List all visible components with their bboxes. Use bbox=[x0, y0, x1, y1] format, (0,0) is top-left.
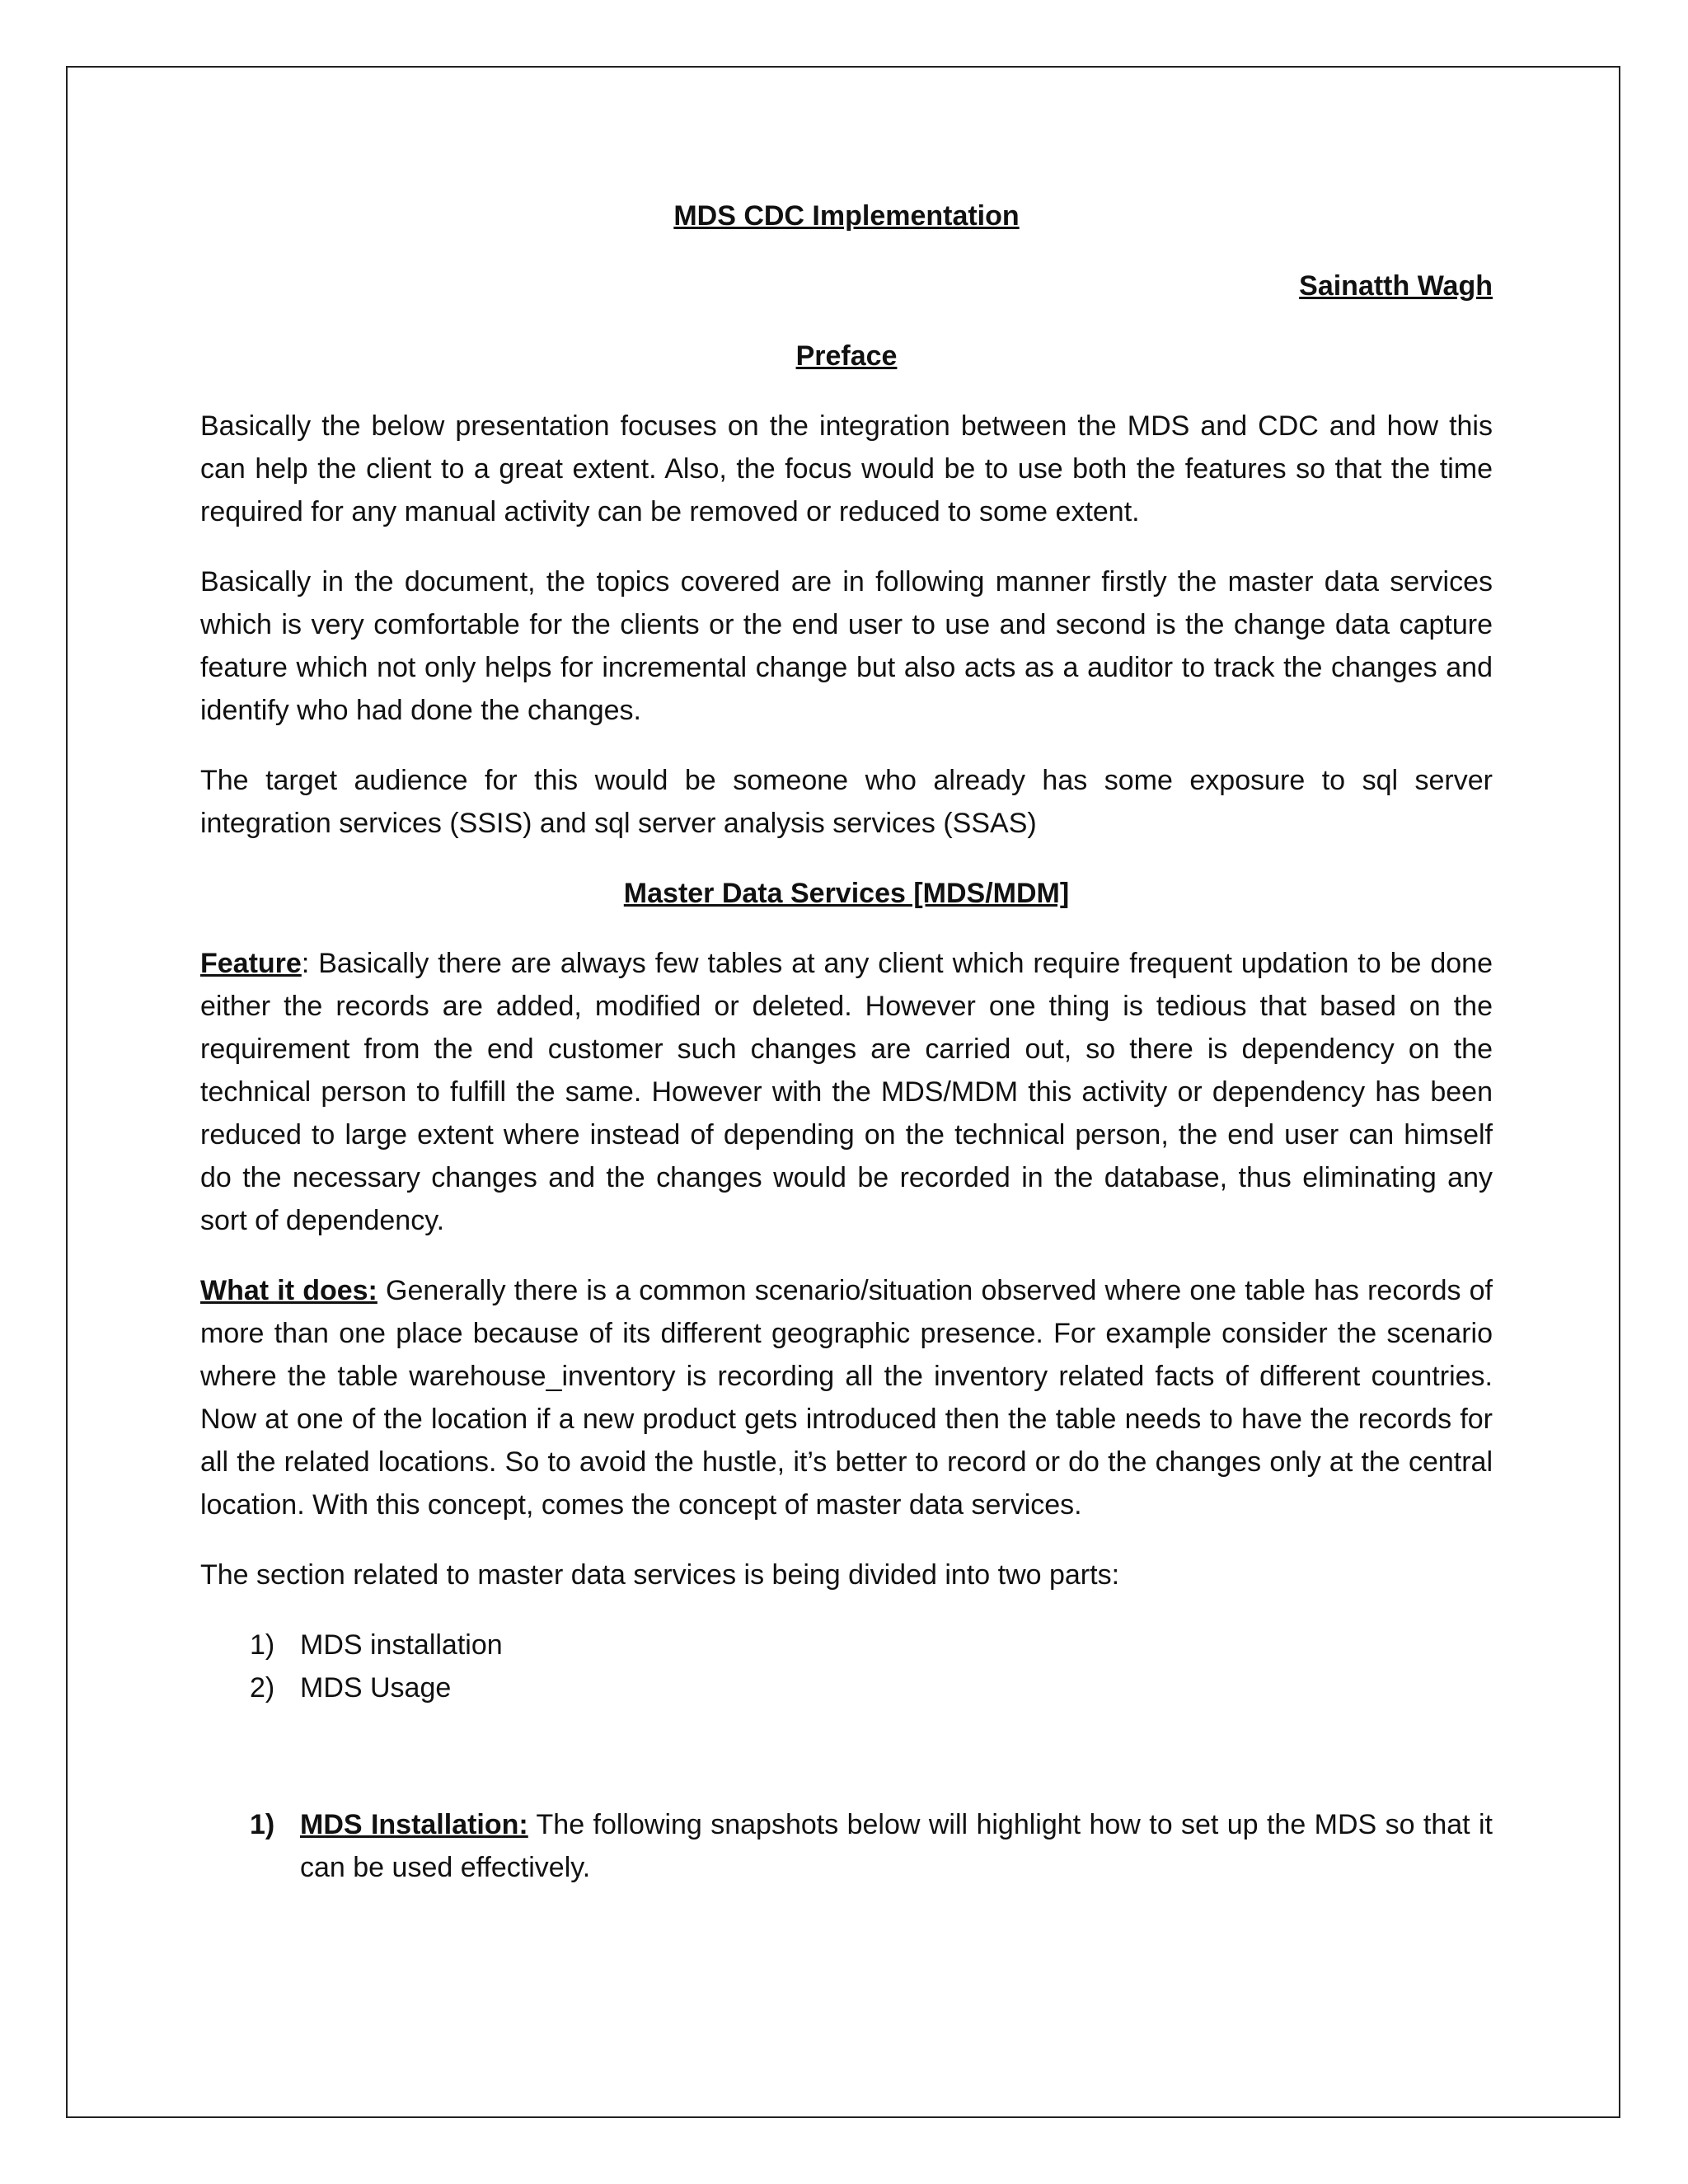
feature-text: : Basically there are always few tables at any client which require frequent updation to be done either the records are added, modified or deleted. However one thing is tedious that based on the requirement from the end customer such changes are carried out, so there is dependency on the technical person to fulfill the same. However with the MDS/MDM this activity or dependency has been reduced to large extent where instead of depending on the technical person, the end user can himself do the necessary changes and the changes would be recorded in the database, thus eliminating any sort of dependency. bbox=[200, 948, 1493, 1236]
feature-paragraph bbox=[200, 942, 1493, 1242]
document-body bbox=[200, 194, 1493, 1889]
section-intro: The section related to master data services is being divided into two parts: bbox=[200, 1559, 1120, 1591]
list-item-label: MDS installation bbox=[300, 1629, 503, 1661]
list-item-label: MDS Usage bbox=[300, 1672, 452, 1704]
list-number: 1) bbox=[250, 1629, 275, 1661]
installation-item bbox=[200, 1803, 1493, 1889]
what-it-does-text: Generally there is a common scenario/situation observed where one table has records of more than one place because of its different geographic presence. For example consider the scenario where the table warehouse_inventory is recording all the inventory related facts of different countries. Now at one of the location if a new product gets introduced then the table needs to have the records for all the related locations. So to avoid the hustle, it’s better to record or do the changes only at the central location. With this concept, comes the concept of master data services. bbox=[200, 1275, 1493, 1521]
list-number: 2) bbox=[250, 1672, 275, 1704]
mds-heading: Master Data Services [MDS/MDM] bbox=[623, 878, 1070, 909]
preface-paragraph-1: Basically the below presentation focuses on the integration between the MDS and CDC and how this can help the client to a great extent. Also, the focus would be to use both the features so that the time required for any manual activity can be removed or reduced to some extent. bbox=[200, 410, 1493, 527]
what-it-does-paragraph bbox=[200, 1269, 1493, 1526]
author-name: Sainatth Wagh bbox=[1299, 270, 1493, 302]
installation-number: 1) bbox=[250, 1809, 275, 1840]
what-it-does-label: What it does: bbox=[200, 1275, 377, 1306]
installation-label: MDS Installation: bbox=[300, 1809, 528, 1840]
list-item bbox=[200, 1624, 1493, 1666]
feature-label: Feature bbox=[200, 948, 302, 979]
list-item bbox=[200, 1666, 1493, 1709]
preface-heading: Preface bbox=[795, 340, 898, 372]
preface-paragraph-2: Basically in the document, the topics covered are in following manner firstly the master data services which is very comfortable for the clients or the end user to use and second is the change data capture feature which not only helps for incremental change but also acts as a auditor to track the changes and identify who had done the changes. bbox=[200, 566, 1493, 726]
installation-text: The following snapshots below will highlight how to set up the MDS so that it can be used effectively. bbox=[300, 1809, 1493, 1883]
document-title: MDS CDC Implementation bbox=[673, 200, 1020, 232]
preface-paragraph-3: The target audience for this would be someone who already has some exposure to sql server integration services (SSIS) and sql server analysis services (SSAS) bbox=[200, 765, 1493, 839]
parts-list bbox=[200, 1624, 1493, 1709]
